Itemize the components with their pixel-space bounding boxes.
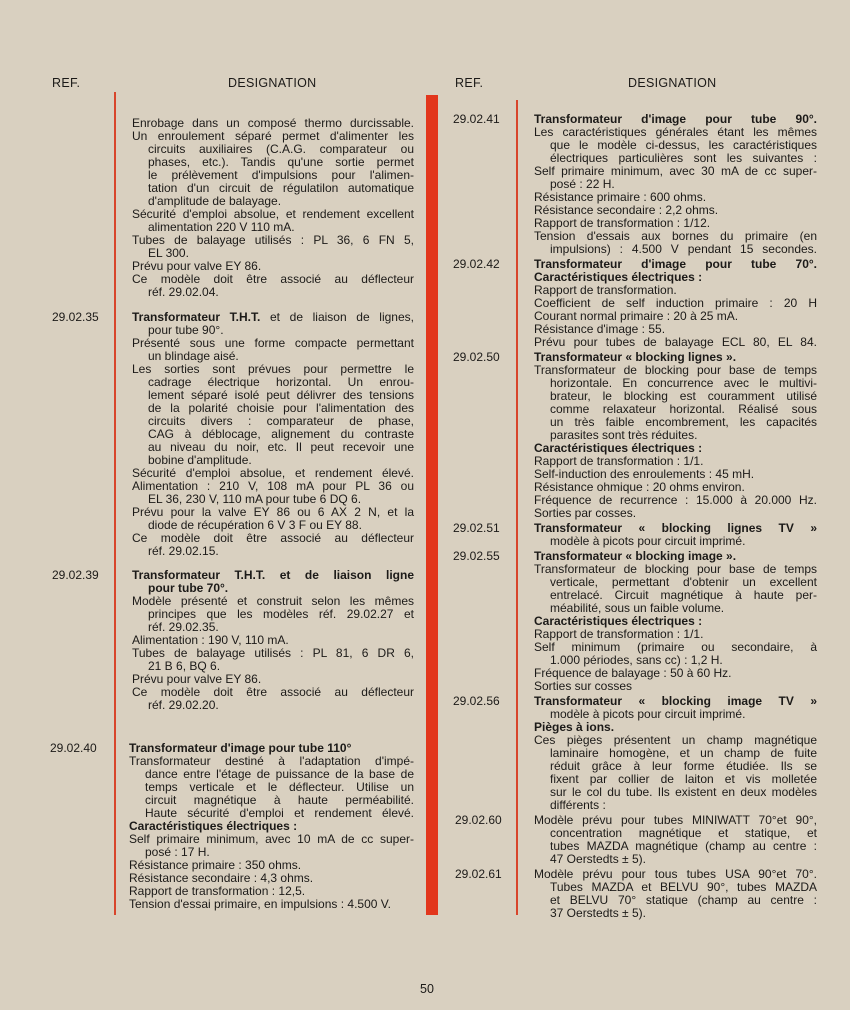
ref-number: 29.02.41 [453,112,500,126]
heading-line: Caractéristiques électriques : [534,614,703,628]
entry-row-29-02-56 [453,695,819,812]
right-column [453,113,819,920]
entry-29-02-56 [534,695,817,812]
text-line: Rapport de transformation : 12,5. [129,884,306,898]
text-line: électriques particulières sont les suivantes : [550,151,817,165]
text-line: tation d'un circuit de régulatilon automatique [148,181,414,195]
text-line: pour tube 90°. [148,323,224,337]
text-line: réf. 29.02.35. [148,620,219,634]
text-line: brateur, le blocking est couramment utilisé [550,389,817,403]
entry-row-29-02-42 [453,258,819,349]
text-line: Résistance d'image : 55. [534,322,666,336]
left-column [50,117,416,911]
ref-number: 29.02.39 [52,568,99,582]
text-line: lement séparé isolé peut délivrer des tensions [148,388,414,402]
text-line: Présenté sous une forme compacte permettant [132,336,414,350]
text-line: diode de récupération 6 V 3 F ou EY 88. [148,518,362,532]
text-line: circuit magnétique à haute perméabilité. [145,793,414,807]
entry-29-02-61 [534,868,817,920]
text-line: Prévu pour valve EY 86. [132,259,262,273]
text-line: Self-induction des enroulements : 45 mH. [534,467,755,481]
text-line: parasites sont très réduites. [550,428,698,442]
text-line: au niveau du noir, etc. Il peut recevoir une [148,440,414,454]
entry-29-02-51 [534,522,817,548]
entry-29-02-42 [534,258,817,349]
heading-line: Caractéristiques électriques : [534,441,703,455]
text-line: bobine d'amplitude. [148,453,252,467]
text-line: principes que les modèles réf. 29.02.27 et [148,607,414,621]
text-line: que le modèle ci-dessus, les caractéristiques [550,138,817,152]
product-desc: et de liaison de lignes, [260,310,414,324]
left-ref-header: REF. [52,76,81,90]
text-line: Sécurité d'emploi absolue, et rendement excellent [132,207,414,221]
text-line: réf. 29.02.20. [148,698,219,712]
text-line: de la polarité choisie pour l'alimentation des [148,401,414,415]
text-line: Rapport de transformation : 1/1. [534,627,704,641]
text-line: Transformateur de blocking pour base de temps [534,562,817,576]
text-line: modèle à picots pour circuit imprimé. [550,534,746,548]
page-number: 50 [420,982,434,996]
text-line: comme relaxateur horizontal. Réalisé sous [550,402,817,416]
entry-row-29-02-61 [453,868,819,920]
text-line: différents : [550,798,606,812]
text-line: Prévu pour tubes de balayage ECL 80, EL 84. [534,335,817,349]
text-line: Résistance ohmique : 20 ohms environ. [534,480,745,494]
text-line: Les sorties sont prévues pour permettre le [132,362,414,376]
text-line: verticale, permettant d'obtenir un excellent [550,575,817,589]
text-line: 1.000 périodes, sans cc) : 1,2 H. [550,653,723,667]
text-line: circuits auxiliaires (C.A.G. comparateur ou [148,142,414,156]
heading-line: Caractéristiques électriques : [129,819,298,833]
text-line: sur le col du tube. Ils existent en deux modèles [550,785,817,799]
entry-29-02-50 [534,351,817,520]
left-intro-row [50,117,416,299]
right-designation-header: DESIGNATION [628,76,717,90]
text-line: cadrage électrique horizontal. Un enrou- [148,375,414,389]
ref-number: 29.02.42 [453,257,500,271]
text-line: Rapport de transformation : 1/12. [534,216,711,230]
text-line: Courant normal primaire : 20 à 25 mA. [534,309,739,323]
text-line: Fréquence de recurrence : 15.000 à 20.000 Hz. [534,493,817,507]
text-line: 47 Oerstedts ± 5). [550,852,646,866]
text-line: temps verticale et le déflecteur. Utilise un [145,780,414,794]
text-line: Modèle présenté et construit selon les mêmes [132,594,414,608]
text-line: dance entre l'étage de puissance de la base de [145,767,414,781]
text-line: tubes MAZDA magnétique (champ au centre : [550,839,817,853]
entry-29-02-60 [534,814,817,866]
ref-number: 29.02.61 [455,867,502,881]
heading-line: Transformateur d'image pour tube 110° [129,741,352,755]
entry-row-29-02-51 [453,522,819,548]
heading-line: pour tube 70°. [148,581,229,595]
text-line: posé : 17 H. [145,845,210,859]
heading-line: Caractéristiques électriques : [534,270,703,284]
text-line: impulsions) : 4.500 V pendant 15 secondes. [550,242,817,256]
text-line: Résistance primaire : 600 ohms. [534,190,707,204]
text-line: Alimentation : 190 V, 110 mA. [132,633,289,647]
text-line: Haute sécurité d'emploi et rendement élevé. [145,806,414,820]
text-line: Ces pièges présentent un champ magnétique [534,733,817,747]
entry-row-29-02-60 [453,814,819,866]
text-line: Prévu pour la valve EY 86 ou 6 AX 2 N, et la [132,505,414,519]
text-line: Fréquence de balayage : 50 à 60 Hz. [534,666,732,680]
text-line: Prévu pour valve EY 86. [132,672,262,686]
text-line: 37 Oerstedts ± 5). [550,906,646,920]
entry-29-02-40 [129,742,414,911]
center-red-band [426,95,438,915]
text-line: Tubes MAZDA et BELVU 90°, tubes MAZDA [550,880,817,894]
text-line: Coefficient de self induction primaire : 20 H [534,296,817,310]
entry-row-29-02-35 [50,311,416,558]
text-line: Ce modèle doit être associé au déflecteur [132,531,414,545]
heading-line: Transformateur « blocking image TV » [534,694,817,708]
text-line: le prélèvement d'impulsions pour l'alimen- [148,168,414,182]
text-line: Résistance primaire : 350 ohms. [129,858,302,872]
entry-row-29-02-39 [50,569,416,712]
entry-row-29-02-41 [453,113,819,256]
text-line: Tension d'essais aux bornes du primaire (en [534,229,817,243]
entry-row-29-02-40 [50,742,416,911]
ref-number: 29.02.40 [50,741,97,755]
text-line: Rapport de transformation : 1/1. [534,454,704,468]
text-line: horizontale. En concurrence avec le multivi- [550,376,817,390]
heading-line: Transformateur d'image pour tube 70°. [534,257,817,271]
text-line: Transformateur de blocking pour base de temps [534,363,817,377]
text-line: Sorties sur cosses [534,679,633,693]
text-line: fixent par collier de laiton et vis molletée [550,772,817,786]
entry-29-02-55 [534,550,817,693]
text-line: circuits divers : comparateur de phase, [148,414,414,428]
ref-number: 29.02.50 [453,350,500,364]
text-line: Sécurité d'emploi absolue, et rendement élevé. [132,466,414,480]
text-line: Résistance secondaire : 2,2 ohms. [534,203,719,217]
ref-number: 29.02.60 [455,813,502,827]
heading-line: Pièges à ions. [534,720,615,734]
text-line: Modèle prévu pour tous tubes USA 90°et 70°. [534,867,817,881]
text-line: EL 300. [148,246,189,260]
text-line: Tubes de balayage utilisés : PL 81, 6 DR 6, [132,646,414,660]
text-line: Enrobage dans un composé thermo durcissable. [132,116,414,130]
text-line: Un enroulement séparé permet d'alimenter les [132,129,414,143]
text-line: Ce modèle doit être associé au déflecteur [132,272,414,286]
text-line: réduit grâce à leur forme étudiée. Ils se [550,759,817,773]
heading-line: Transformateur « blocking lignes TV » [534,521,817,535]
heading-line: Transformateur d'image pour tube 90°. [534,112,817,126]
ref-number: 29.02.56 [453,694,500,708]
text-line: Modèle prévu pour tubes MINIWATT 70°et 90°, [534,813,817,827]
text-line: Alimentation : 210 V, 108 mA pour PL 36 ou [132,479,414,493]
text-line: réf. 29.02.15. [148,544,219,558]
text-line: alimentation 220 V 110 mA. [148,220,295,234]
entry-row-29-02-50 [453,351,819,520]
text-line: réf. 29.02.04. [148,285,219,299]
heading-line: Transformateur T.H.T. et de liaison ligne [132,568,414,582]
text-line: phases, etc.). Tandis qu'une sortie permet [148,155,414,169]
text-line: Transformateur destiné à l'adaptation d'impé- [129,754,414,768]
heading-line: Transformateur « blocking lignes ». [534,350,737,364]
text-line: Self primaire minimum, avec 30 mA de cc super- [534,164,817,178]
ref-number: 29.02.51 [453,521,500,535]
text-line: laminaire homogène, et un champ de fuite [550,746,817,760]
text-line: concentration magnétique et statique, et [550,826,817,840]
left-designation-header: DESIGNATION [228,76,317,90]
text-line: Sorties par cosses. [534,506,637,520]
text-line: CAG à déblocage, alignement du contraste [148,427,414,441]
text-line: EL 36, 230 V, 110 mA pour tube 6 DQ 6. [148,492,362,506]
text-line: Résistance secondaire : 4,3 ohms. [129,871,314,885]
text-line: Ce modèle doit être associé au déflecteur [132,685,414,699]
text-line: 21 B 6, BQ 6. [148,659,221,673]
text-line: et BELVU 70° statique (champ au centre : [550,893,817,907]
left-intro [132,117,414,299]
entry-29-02-41 [534,113,817,256]
ref-number: 29.02.55 [453,549,500,563]
text-line: Tension d'essai primaire, en impulsions : 4.500 V. [129,897,391,911]
text-line: méabilité, sous un faible volume. [550,601,725,615]
text-line: un blindage aisé. [148,349,239,363]
entry-29-02-35 [132,311,414,558]
text-line: Les caractéristiques générales étant les mêmes [534,125,817,139]
heading-line: Transformateur « blocking image ». [534,549,737,563]
text-line: Rapport de transformation. [534,283,677,297]
text-line: un très faible encombrement, les capacités [550,415,817,429]
text-line: Self minimum (primaire ou secondaire, à [534,640,817,654]
right-ref-header: REF. [455,76,484,90]
text-line: posé : 22 H. [550,177,615,191]
product-name: Transformateur T.H.T. [132,310,261,324]
ref-number: 29.02.35 [52,310,99,324]
entry-row-29-02-55 [453,550,819,693]
text-line: Self primaire minimum, avec 10 mA de cc super- [129,832,414,846]
text-line: Tubes de balayage utilisés : PL 36, 6 FN 5, [132,233,414,247]
entry-29-02-39 [132,569,414,712]
text-line: entrelacé. Circuit magnétique à haute per- [550,588,817,602]
text-line: d'amplitude de balayage. [148,194,282,208]
text-line: modèle à picots pour circuit imprimé. [550,707,746,721]
